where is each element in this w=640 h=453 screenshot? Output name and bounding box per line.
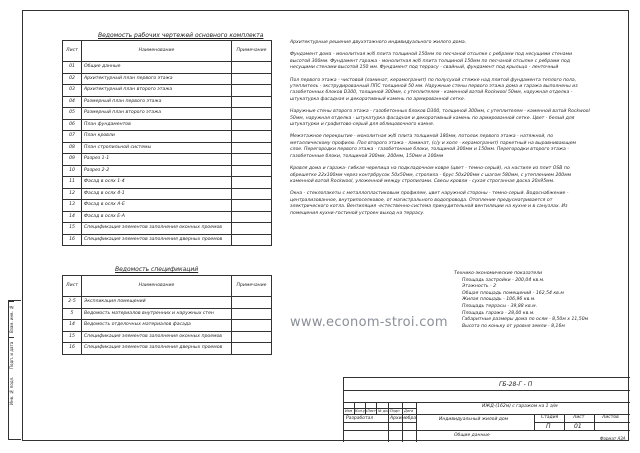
row-sheet: 14 [63, 211, 82, 223]
table-row [63, 200, 272, 212]
row-sheet: 06 [63, 119, 82, 131]
table-row [63, 62, 272, 74]
note-paragraph: Наружные стены второго этажа - газобетонных блоков D300, толщиной 300мм, с утеплителем - каменной ватой Rockwool 50мм, наружная отделка - штукатурка фасадная и декоративный камень по армированной сетке. Цвет - белый для штукатурки и графитово-серый для облицовочного камня. [290, 109, 590, 128]
tep-item: Этажность - 2 [462, 284, 497, 290]
row-sheet: 09 [63, 154, 82, 166]
row-title: Разрез 2-2 [82, 165, 232, 177]
stamp-header-sign: Подп [390, 409, 400, 413]
row-title: Ведомость отделочных материалов фасада [82, 320, 232, 332]
stub-cell: Инв. № подл. [9, 376, 14, 405]
technical-indicators [454, 271, 589, 330]
note-paragraph: Кровля дома и гаража- гибкая черепица на подкладочном ковре (цвет - темно-серый), на настиле из плит OSB по обрешетке 22х100мм через контрбрусок 50х50мм, стропила - брус 50х200мм с шагом 580мм, с утеплением 200мм каменной ватой Rockwool, уложенной между стропилами. Свесы кровли - сухая строганная доска 20х95мм. [290, 166, 572, 184]
stamp-header-kol: Кол.уч [355, 409, 368, 413]
table-row [63, 73, 272, 85]
stage-label: Стадия [541, 415, 559, 420]
row-title: Спецификация элементов заполнения дверных проемов [82, 234, 232, 246]
table-row [63, 188, 272, 200]
row-note [232, 154, 272, 166]
table-row [63, 165, 272, 177]
stamp-header-list: Лист [367, 409, 376, 413]
stub-cell: Подп. и дата [9, 337, 14, 373]
title-block [343, 377, 630, 442]
table-row [63, 119, 272, 131]
row-note [232, 343, 272, 355]
format-label: Формат А3А [600, 436, 626, 441]
row-sheet: 15 [63, 331, 82, 343]
side-stamp [8, 300, 21, 440]
row-note [232, 108, 272, 120]
table-row [63, 177, 272, 189]
row-title: Фасад в осях А-Е [82, 200, 232, 212]
row-note [232, 234, 272, 246]
col-header: Примечание [232, 41, 272, 62]
stage-value: П [546, 423, 551, 430]
tep-title: Технико-экономические показатели [454, 271, 543, 276]
row-title: Общие данные [82, 62, 232, 74]
row-note [232, 165, 272, 177]
table-row [63, 85, 272, 97]
row-sheet: 16 [63, 234, 82, 246]
row-title: Размерный план первого этажа [82, 96, 232, 108]
row-title: Спецификация элементов заполнения оконных проемов [82, 223, 232, 235]
row-sheet: 12 [63, 188, 82, 200]
table-row [63, 234, 272, 246]
note-paragraph: Пол первого этажа - чистовой (ламинат, керамогранит) по полусухой стяжке над плитой фундамента теплого пола, утеплитель - экструдированный ППС толщиной 50 мм. Наружные стены первого этажа дома и гаража выполнены из газобетонных блоков D300, толщиной 300мм, с утеплителем - каменной ватой Rockwool 50мм, наружная отделка - штукатурка фасадная и декоративный камень по армированной сетке. [290, 77, 578, 102]
row-title: Разрез 1-1 [82, 154, 232, 166]
row-title: Экспликация помещений [82, 297, 232, 309]
row-note [232, 331, 272, 343]
table-row [63, 223, 272, 235]
table-row [63, 320, 272, 332]
row-title: План кровли [82, 131, 232, 143]
row-note [232, 223, 272, 235]
project-code: ГБ-28-Г - П [499, 381, 533, 388]
note-paragraph: Фундамент дома - монолитная ж/б плита толщиной 150мм по песчаной отсыпке с ребрами под несущими стенами высотой 300мм. Фундамент гаража - монолитная ж/б плита толщиной 150мм по песчаной отсыпке с ребрами под несущими стенами высотой 150 мм. Фундамент под террасу - свайный, фундамент под крыльцо - ленточный [290, 52, 573, 71]
stamp-header-date: Дата [404, 409, 414, 413]
row-sheet: 10 [63, 165, 82, 177]
row-title: Фасад в осях Е-А [82, 211, 232, 223]
tep-item: Площадь застройки - 200,04 кв.м. [462, 277, 545, 283]
row-note [232, 85, 272, 97]
spec-table [62, 275, 272, 355]
table-row [63, 331, 272, 343]
row-sheet: 11 [63, 177, 82, 189]
tep-item: Габаритные размеры дома по осям - 8,50м х 11,50м [462, 317, 589, 323]
watermark: www.econom-stroi.com [290, 315, 448, 330]
table-row [63, 297, 272, 309]
table-row [63, 308, 272, 320]
row-title: Размерный план второго этажа [82, 108, 232, 120]
table-row [63, 211, 272, 223]
tep-item: Площадь гаража - 28,00 кв.м. [462, 310, 535, 316]
building-name: Индивидуальный жилой дом [439, 417, 509, 422]
row-title: Фасад в осях 4-1 [82, 188, 232, 200]
sheet-table-title: Ведомость рабочих чертежей основного комплекта [98, 32, 264, 39]
col-header: Лист [63, 276, 82, 297]
tep-item: Жилая площадь - 106,96 кв.м. [462, 297, 536, 303]
table-row [63, 131, 272, 143]
row-note [232, 177, 272, 189]
sheet-label: Лист [573, 415, 585, 420]
developed-label: Разработал [346, 416, 374, 421]
row-sheet: 05 [63, 108, 82, 120]
row-sheet: 01 [63, 62, 82, 74]
sheet-number: 01 [574, 423, 582, 430]
row-sheet: 03 [63, 85, 82, 97]
col-header: Примечание [232, 276, 272, 297]
tep-item: Высота по коньку от уровня земли - 8,16м [462, 323, 565, 329]
col-header: Лист [63, 41, 82, 62]
row-note [232, 308, 272, 320]
developer: Архимебра [390, 416, 417, 421]
row-note [232, 119, 272, 131]
tep-item: Общая площадь помещений - 162,54 кв.м [462, 290, 564, 296]
row-note [232, 96, 272, 108]
row-sheet: 16 [63, 343, 82, 355]
note-paragraph: Окна - стеклопакеты с металлопластиковым профилем, цвет наружной стороны - темно-серый. Водоснабжение - централизованное, внутрипоселковое, от магистрального водопровода. Отопление предусматривается от электрического котла. Вентиляция -естественно-система принудительной вентиляции на кухне и в санузлах. Из помещения кухни-гостиной устроен выход на террасу. [290, 191, 569, 216]
stub-cell: Взам. инв. № [9, 301, 14, 337]
table-row [63, 142, 272, 154]
row-note [232, 200, 272, 212]
row-sheet: 15 [63, 223, 82, 235]
table-row [63, 108, 272, 120]
row-sheet: 5 [63, 308, 82, 320]
row-note [232, 320, 272, 332]
row-title: План фундаментов [82, 119, 232, 131]
row-note [232, 188, 272, 200]
row-note [232, 62, 272, 74]
row-note [232, 73, 272, 85]
col-header: Наименование [82, 276, 232, 297]
table-row [63, 96, 272, 108]
row-note [232, 297, 272, 309]
row-sheet: 04 [63, 96, 82, 108]
row-sheet: 14 [63, 320, 82, 332]
general-notes [290, 40, 590, 223]
row-title: Ведомость материалов внутренних и наружных стен [82, 308, 232, 320]
row-title: Архитектурный план второго этажа [82, 85, 232, 97]
row-sheet: 08 [63, 142, 82, 154]
stamp-header-izm: Изм [345, 409, 353, 413]
col-header: Наименование [82, 41, 232, 62]
row-note [232, 211, 272, 223]
project-name: ИЖД-(162м) с гаражом на 1 а/м [482, 404, 558, 409]
stamp-header-doc: № док [378, 409, 390, 413]
row-note [232, 131, 272, 143]
row-title: Фасад в осях 1-4 [82, 177, 232, 189]
note-paragraph: Межэтажное перекрытие - монолитная ж/б плита толщиной 180мм, потолок первого этажа - натяжной, по металлическому профилю. Пол второго этажа - ламинат, (с/у и холл - керамогранит) паркетный на выравнивающем слое. Перегородки первого этажа - газобетонные блоки, толщиной 300мм и 150мм. Перегородки второго этажа - газобетонные блоки, толщиной 300мм, 200мм, 150мм и 100мм [290, 134, 577, 159]
row-sheet: 2-5 [63, 297, 82, 309]
table-row [63, 154, 272, 166]
row-sheet: 07 [63, 131, 82, 143]
row-sheet: 13 [63, 200, 82, 212]
table-row [63, 343, 272, 355]
row-note [232, 142, 272, 154]
sheet-table [62, 40, 272, 246]
row-sheet: 02 [63, 73, 82, 85]
tep-item: Площадь террасы - 39,88 кв.м. [462, 303, 538, 309]
note-paragraph: Архитектурные решения двухэтажного индивидуального жилого дома. [290, 40, 467, 45]
spec-table-title: Ведомость спецификаций [115, 266, 199, 273]
sheets-label: Листов [602, 415, 619, 420]
row-title: Архитектурный план первого этажа [82, 73, 232, 85]
row-title: Спецификация элементов заполнения оконных проемов [82, 331, 232, 343]
row-title: План стропильной системы [82, 142, 232, 154]
row-title: Спецификация элементов заполнения дверных проемов [82, 343, 232, 355]
sheet-name: Общие данные [454, 433, 490, 438]
